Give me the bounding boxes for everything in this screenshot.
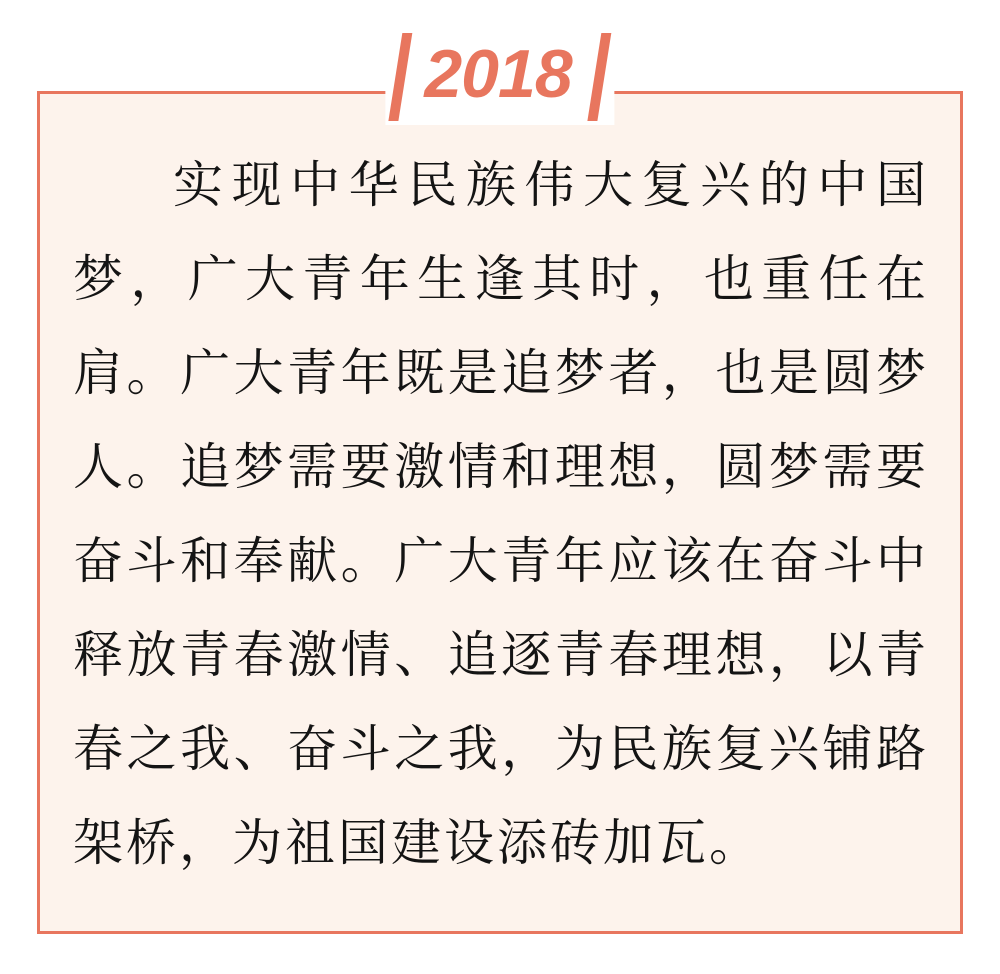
- text-line: 释放青春激情、追逐青春理想，以青: [73, 627, 927, 683]
- year-label: 2018: [424, 35, 572, 112]
- text-line: 人。追梦需要激情和理想，圆梦需要: [73, 439, 927, 495]
- text-line: 架桥，为祖国建设添砖加瓦。: [73, 815, 762, 871]
- text-line: 梦，广大青年生逢其时，也重任在: [73, 251, 927, 307]
- quote-paragraph: [40, 94, 960, 890]
- text-line: 奋斗和奉献。广大青年应该在奋斗中: [73, 533, 927, 589]
- year-quote-card: [37, 35, 963, 934]
- text-line: 春之我、奋斗之我，为民族复兴铺路: [73, 721, 927, 777]
- text-line: 实现中华民族伟大复兴的中国: [173, 157, 927, 213]
- text-line: 肩。广大青年既是追梦者，也是圆梦: [73, 345, 927, 401]
